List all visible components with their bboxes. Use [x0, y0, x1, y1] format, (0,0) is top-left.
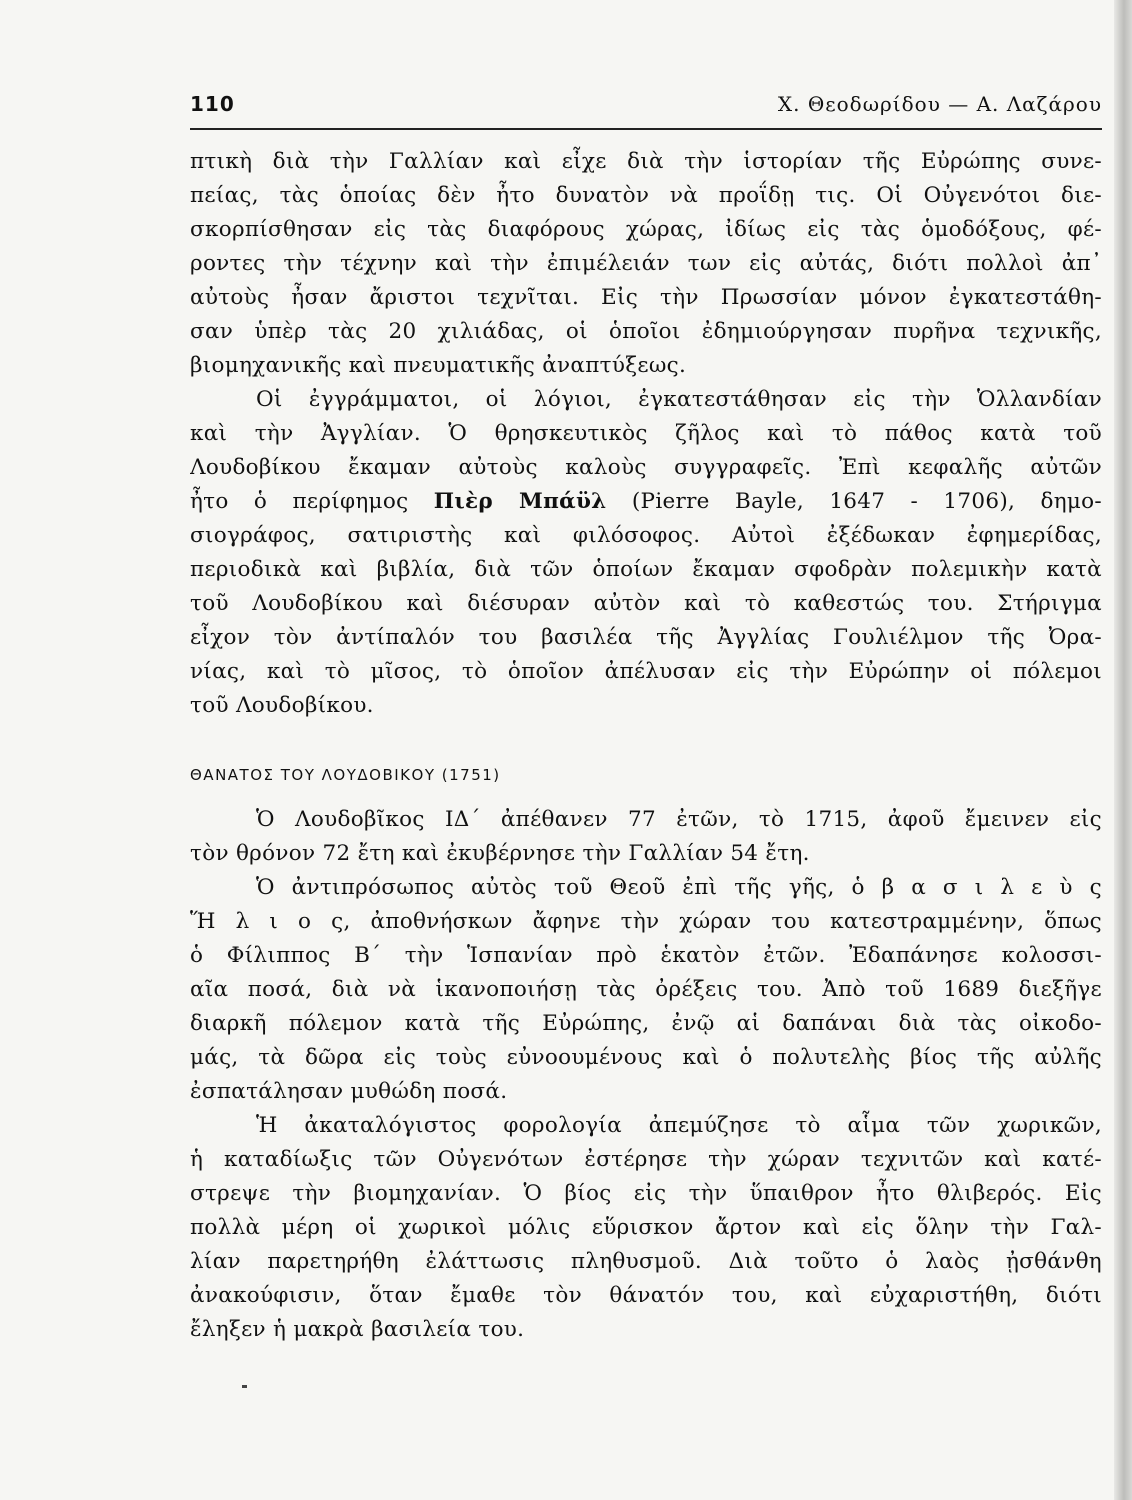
text-line: αῖα ποσά, διὰ νὰ ἱκανοποιήσῃ τὰς ὀρέξεις του. Ἀπὸ τοῦ 1689 διεξῆγε — [190, 977, 1102, 1002]
text-line: Ὁ ἀντιπρόσωπος αὐτὸς τοῦ Θεοῦ ἐπὶ τῆς γῆς, ὁ β α σ ι λ ε ὺ ς — [256, 875, 1102, 900]
text-line-with-name — [190, 485, 1102, 519]
body-text-upper — [190, 145, 1102, 723]
text-line: Λουδοβίκου ἔκαμαν αὐτοὺς καλοὺς συγγραφεῖς. Ἐπὶ κεφαλῆς αὐτῶν — [190, 455, 1102, 480]
text-line: τοῦ Λουδοβίκου καὶ διέσυραν αὐτὸν καὶ τὸ καθεστώς του. Στήριγμα — [190, 591, 1102, 616]
text-line: στρεψε τὴν βιομηχανίαν. Ὁ βίος εἰς τὴν ὕπαιθρον ἦτο θλιβερός. Εἰς — [190, 1181, 1102, 1206]
text-fragment: (Pierre Bayle, 1647 - 1706), δημο- — [606, 489, 1102, 514]
text-line: πολλὰ μέρη οἱ χωρικοὶ μόλις εὕρισκον ἄρτον καὶ εἰς ὅλην τὴν Γαλ- — [190, 1215, 1102, 1240]
text-line: τὸν θρόνον 72 ἔτη καὶ ἐκυβέρνησε τὴν Γαλλίαν 54 ἔτη. — [190, 841, 810, 866]
text-line: σαν ὑπὲρ τὰς 20 χιλιάδας, οἱ ὁποῖοι ἐδημιούργησαν πυρῆνα τεχνικῆς, — [190, 319, 1102, 344]
page-number: 110 — [190, 92, 235, 116]
text-line: ὁ Φίλιππος Β΄ τὴν Ἱσπανίαν πρὸ ἑκατὸν ἐτῶν. Ἐδαπάνησε κολοσσι- — [190, 943, 1102, 968]
text-line: Ἥ λ ι ο ς, ἀποθνήσκων ἄφηνε τὴν χώραν του κατεστραμμένην, ὅπως — [190, 909, 1102, 934]
text-line: ἀνακούφισιν, ὅταν ἔμαθε τὸν θάνατόν του, καὶ εὐχαριστήθη, διότι — [190, 1283, 1102, 1308]
text-line: καὶ τὴν Ἀγγλίαν. Ὁ θρησκευτικὸς ζῆλος καὶ τὸ πάθος κατὰ τοῦ — [190, 421, 1102, 446]
text-line: Οἱ ἐγγράμματοι, οἱ λόγιοι, ἐγκατεστάθησαν εἰς τὴν Ὁλλανδίαν — [256, 387, 1102, 412]
text-line: διαρκῆ πόλεμον κατὰ τῆς Εὐρώπης, ἐνῷ αἱ δαπάναι διὰ τὰς οἰκοδο- — [190, 1011, 1102, 1036]
text-line: λίαν παρετηρήθη ἐλάττωσις πληθυσμοῦ. Διὰ τοῦτο ὁ λαὸς ᾐσθάνθη — [190, 1249, 1102, 1274]
text-line: τοῦ Λουδοβίκου. — [190, 693, 374, 718]
text-line: ροντες τὴν τέχνην καὶ τὴν ἐπιμέλειάν των εἰς αὐτάς, διότι πολλοὶ ἀπ᾽ — [190, 251, 1102, 276]
text-line: βιομηχανικῆς καὶ πνευματικῆς ἀναπτύξεως. — [190, 353, 687, 378]
section-heading: ΘΑΝΑΤΟΣ ΤΟΥ ΛΟΥΔΟΒΙΚΟΥ (1751) — [190, 766, 501, 784]
text-line: νίας, καὶ τὸ μῖσος, τὸ ὁποῖον ἀπέλυσαν εἰς τὴν Εὐρώπην οἱ πόλεμοι — [190, 659, 1102, 684]
text-line: Ὁ Λουδοβῖκος ΙΔ΄ ἀπέθανεν 77 ἐτῶν, τὸ 1715, ἀφοῦ ἔμεινεν εἰς — [256, 807, 1102, 832]
page-edge-shadow — [1114, 0, 1132, 1500]
text-line: μάς, τὰ δῶρα εἰς τοὺς εὐνοουμένους καὶ ὁ πολυτελὴς βίος τῆς αὐλῆς — [190, 1045, 1102, 1070]
text-line: σιογράφος, σατιριστὴς καὶ φιλόσοφος. Αὐτοὶ ἐξέδωκαν ἐφημερίδας, — [190, 523, 1102, 548]
text-line: πείας, τὰς ὁποίας δὲν ἦτο δυνατὸν νὰ προΐδῃ τις. Οἱ Οὐγενότοι διε- — [190, 183, 1102, 208]
text-line: πτικὴ διὰ τὴν Γαλλίαν καὶ εἶχε διὰ τὴν ἱστορίαν τῆς Εὐρώπης συνε- — [190, 149, 1102, 174]
page-header — [190, 84, 1102, 130]
text-line: Ἡ ἀκαταλόγιστος φορολογία ἀπεμύζησε τὸ αἷμα τῶν χωρικῶν, — [256, 1113, 1102, 1138]
text-fragment: ἦτο ὁ περίφημος — [190, 489, 434, 514]
text-line: εἶχον τὸν ἀντίπαλόν του βασιλέα τῆς Ἀγγλίας Γουλιέλμον τῆς Ὀρα- — [190, 625, 1102, 650]
running-head: Χ. Θεοδωρίδου — Α. Λαζάρου — [777, 92, 1102, 116]
text-line: σκορπίσθησαν εἰς τὰς διαφόρους χώρας, ἰδίως εἰς τὰς ὁμοδόξους, φέ- — [190, 217, 1102, 242]
person-name-bold: Πιὲρ Μπάϋλ — [433, 489, 607, 514]
text-line: ἡ καταδίωξις τῶν Οὐγενότων ἐστέρησε τὴν χώραν τεχνιτῶν καὶ κατέ- — [190, 1147, 1102, 1172]
text-line: ἐσπατάλησαν μυθώδη ποσά. — [190, 1079, 508, 1104]
text-line: ἔληξεν ἡ μακρὰ βασιλεία του. — [190, 1317, 525, 1342]
text-line: αὐτοὺς ἦσαν ἄριστοι τεχνῖται. Εἰς τὴν Πρωσσίαν μόνον ἐγκατεστάθη- — [190, 285, 1102, 310]
body-text-lower — [190, 803, 1102, 1347]
text-line: περιοδικὰ καὶ βιβλία, διὰ τῶν ὁποίων ἔκαμαν σφοδρὰν πολεμικὴν κατὰ — [190, 557, 1102, 582]
print-speck — [242, 1385, 247, 1388]
